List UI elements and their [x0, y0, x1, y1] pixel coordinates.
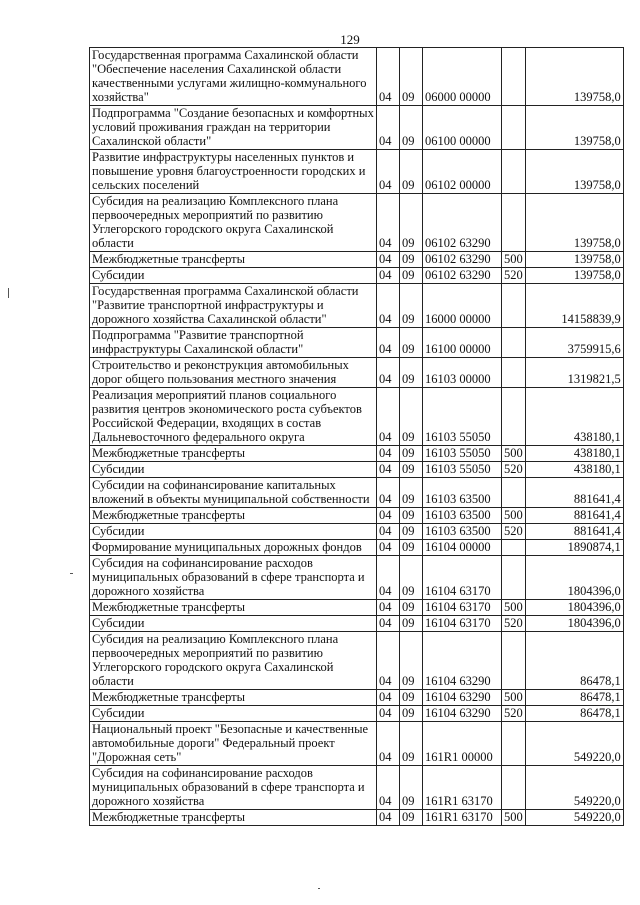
row-target-article-code: 161R1 00000 [423, 722, 502, 766]
row-target-article-code: 16000 00000 [423, 284, 502, 328]
row-expense-type-code [502, 722, 526, 766]
row-section-code: 04 [377, 524, 400, 540]
table-row [90, 722, 624, 766]
row-name: Субсидия на реализацию Комплексного плана первоочередных мероприятий по развитию Углегорского городского округа Сахалинской области [90, 194, 377, 252]
table-row [90, 358, 624, 388]
row-target-article-code: 16100 00000 [423, 328, 502, 358]
row-name: Межбюджетные трансферты [90, 600, 377, 616]
table-row [90, 540, 624, 556]
row-subsection-code: 09 [400, 690, 423, 706]
table-row [90, 446, 624, 462]
row-subsection-code: 09 [400, 706, 423, 722]
row-name: Межбюджетные трансферты [90, 508, 377, 524]
row-amount: 139758,0 [525, 194, 623, 252]
row-section-code: 04 [377, 194, 400, 252]
row-name: Реализация мероприятий планов социального развития центров экономического роста субъектов Российской Федерации, входящих в состав Дальневосточного федерального округа [90, 388, 377, 446]
row-expense-type-code [502, 358, 526, 388]
row-section-code: 04 [377, 616, 400, 632]
row-expense-type-code [502, 540, 526, 556]
row-target-article-code: 16103 55050 [423, 388, 502, 446]
row-section-code: 04 [377, 706, 400, 722]
row-section-code: 04 [377, 284, 400, 328]
row-amount: 438180,1 [525, 446, 623, 462]
row-subsection-code: 09 [400, 600, 423, 616]
table-row [90, 328, 624, 358]
row-expense-type-code [502, 328, 526, 358]
row-subsection-code: 09 [400, 194, 423, 252]
row-amount: 549220,0 [525, 810, 623, 826]
row-expense-type-code [502, 48, 526, 106]
row-subsection-code: 09 [400, 556, 423, 600]
row-subsection-code: 09 [400, 478, 423, 508]
row-amount: 1804396,0 [525, 600, 623, 616]
row-name: Государственная программа Сахалинской области "Обеспечение населения Сахалинской области качественными услугами жилищно-коммунального хозяйства" [90, 48, 377, 106]
table-row [90, 150, 624, 194]
row-target-article-code: 16103 55050 [423, 462, 502, 478]
row-target-article-code: 16104 63170 [423, 616, 502, 632]
row-amount: 3759915,6 [525, 328, 623, 358]
row-subsection-code: 09 [400, 358, 423, 388]
row-expense-type-code: 520 [502, 616, 526, 632]
row-section-code: 04 [377, 766, 400, 810]
row-subsection-code: 09 [400, 524, 423, 540]
row-section-code: 04 [377, 810, 400, 826]
row-amount: 438180,1 [525, 388, 623, 446]
table-row [90, 690, 624, 706]
table-row [90, 48, 624, 106]
row-name: Межбюджетные трансферты [90, 252, 377, 268]
row-expense-type-code: 500 [502, 600, 526, 616]
table-row [90, 194, 624, 252]
table-row [90, 616, 624, 632]
row-section-code: 04 [377, 632, 400, 690]
row-subsection-code: 09 [400, 268, 423, 284]
row-name: Межбюджетные трансферты [90, 810, 377, 826]
row-amount: 86478,1 [525, 706, 623, 722]
table-row [90, 524, 624, 540]
row-section-code: 04 [377, 106, 400, 150]
row-subsection-code: 09 [400, 616, 423, 632]
table-row [90, 600, 624, 616]
row-amount: 438180,1 [525, 462, 623, 478]
row-name: Межбюджетные трансферты [90, 446, 377, 462]
table-row [90, 388, 624, 446]
row-section-code: 04 [377, 462, 400, 478]
row-target-article-code: 06102 63290 [423, 268, 502, 284]
row-amount: 881641,4 [525, 524, 623, 540]
row-name: Субсидии [90, 462, 377, 478]
row-section-code: 04 [377, 48, 400, 106]
table-row [90, 268, 624, 284]
row-section-code: 04 [377, 358, 400, 388]
row-name: Субсидии [90, 268, 377, 284]
row-target-article-code: 16104 63290 [423, 706, 502, 722]
row-target-article-code: 16104 63290 [423, 632, 502, 690]
scan-mark [8, 288, 9, 298]
row-name: Субсидии [90, 616, 377, 632]
row-section-code: 04 [377, 268, 400, 284]
row-amount: 14158839,9 [525, 284, 623, 328]
row-section-code: 04 [377, 540, 400, 556]
row-name: Подпрограмма "Развитие транспортной инфраструктуры Сахалинской области" [90, 328, 377, 358]
row-target-article-code: 161R1 63170 [423, 766, 502, 810]
row-name: Субсидии на софинансирование капитальных вложений в объекты муниципальной собственности [90, 478, 377, 508]
row-name: Национальный проект "Безопасные и качественные автомобильные дороги" Федеральный проект "Дорожная сеть" [90, 722, 377, 766]
row-subsection-code: 09 [400, 446, 423, 462]
row-expense-type-code: 520 [502, 462, 526, 478]
table-row [90, 106, 624, 150]
row-subsection-code: 09 [400, 766, 423, 810]
row-section-code: 04 [377, 446, 400, 462]
table-row [90, 252, 624, 268]
row-target-article-code: 16103 00000 [423, 358, 502, 388]
row-amount: 1804396,0 [525, 556, 623, 600]
row-name: Субсидия на софинансирование расходов муниципальных образований в сфере транспорта и дорожного хозяйства [90, 766, 377, 810]
row-subsection-code: 09 [400, 810, 423, 826]
row-expense-type-code [502, 388, 526, 446]
row-target-article-code: 16104 63170 [423, 600, 502, 616]
row-section-code: 04 [377, 690, 400, 706]
row-amount: 549220,0 [525, 722, 623, 766]
row-subsection-code: 09 [400, 328, 423, 358]
row-expense-type-code: 500 [502, 252, 526, 268]
row-subsection-code: 09 [400, 48, 423, 106]
row-expense-type-code [502, 284, 526, 328]
row-name: Государственная программа Сахалинской области "Развитие транспортной инфраструктуры и дорожного хозяйства Сахалинской области" [90, 284, 377, 328]
row-target-article-code: 16104 00000 [423, 540, 502, 556]
row-section-code: 04 [377, 508, 400, 524]
row-target-article-code: 16103 55050 [423, 446, 502, 462]
row-target-article-code: 16104 63290 [423, 690, 502, 706]
row-amount: 549220,0 [525, 766, 623, 810]
row-expense-type-code [502, 478, 526, 508]
table-row [90, 462, 624, 478]
row-expense-type-code: 500 [502, 810, 526, 826]
row-name: Субсидия на реализацию Комплексного плана первоочередных мероприятий по развитию Углегорского городского округа Сахалинской области [90, 632, 377, 690]
row-section-code: 04 [377, 328, 400, 358]
row-name: Субсидии [90, 706, 377, 722]
row-amount: 1890874,1 [525, 540, 623, 556]
table-row [90, 766, 624, 810]
row-expense-type-code: 520 [502, 268, 526, 284]
row-target-article-code: 06100 00000 [423, 106, 502, 150]
row-subsection-code: 09 [400, 150, 423, 194]
row-target-article-code: 06102 00000 [423, 150, 502, 194]
row-target-article-code: 16103 63500 [423, 478, 502, 508]
page-number: 129 [340, 32, 360, 47]
row-target-article-code: 16103 63500 [423, 524, 502, 540]
row-name: Межбюджетные трансферты [90, 690, 377, 706]
row-subsection-code: 09 [400, 252, 423, 268]
row-section-code: 04 [377, 252, 400, 268]
table-row [90, 284, 624, 328]
table-body [90, 48, 624, 826]
row-expense-type-code [502, 766, 526, 810]
row-target-article-code: 161R1 63170 [423, 810, 502, 826]
row-amount: 139758,0 [525, 150, 623, 194]
row-amount: 139758,0 [525, 268, 623, 284]
scan-mark [70, 573, 73, 574]
row-amount: 139758,0 [525, 48, 623, 106]
row-amount: 1804396,0 [525, 616, 623, 632]
table-row [90, 632, 624, 690]
row-subsection-code: 09 [400, 632, 423, 690]
row-name: Подпрограмма "Создание безопасных и комфортных условий проживания граждан на территории Сахалинской области" [90, 106, 377, 150]
row-amount: 139758,0 [525, 252, 623, 268]
row-amount: 1319821,5 [525, 358, 623, 388]
row-subsection-code: 09 [400, 284, 423, 328]
row-expense-type-code: 520 [502, 524, 526, 540]
table-row [90, 478, 624, 508]
row-amount: 881641,4 [525, 478, 623, 508]
row-amount: 86478,1 [525, 690, 623, 706]
row-amount: 86478,1 [525, 632, 623, 690]
row-amount: 881641,4 [525, 508, 623, 524]
row-subsection-code: 09 [400, 508, 423, 524]
row-section-code: 04 [377, 600, 400, 616]
table-row [90, 706, 624, 722]
row-expense-type-code: 500 [502, 508, 526, 524]
row-expense-type-code: 520 [502, 706, 526, 722]
row-target-article-code: 06102 63290 [423, 194, 502, 252]
row-name: Субсидии [90, 524, 377, 540]
row-section-code: 04 [377, 556, 400, 600]
row-section-code: 04 [377, 388, 400, 446]
table-row [90, 508, 624, 524]
row-target-article-code: 06000 00000 [423, 48, 502, 106]
table-row [90, 556, 624, 600]
row-expense-type-code: 500 [502, 690, 526, 706]
row-name: Формирование муниципальных дорожных фондов [90, 540, 377, 556]
row-subsection-code: 09 [400, 722, 423, 766]
row-subsection-code: 09 [400, 462, 423, 478]
table-row [90, 810, 624, 826]
row-expense-type-code: 500 [502, 446, 526, 462]
row-expense-type-code [502, 556, 526, 600]
row-section-code: 04 [377, 478, 400, 508]
row-expense-type-code [502, 106, 526, 150]
row-target-article-code: 16103 63500 [423, 508, 502, 524]
row-subsection-code: 09 [400, 388, 423, 446]
row-expense-type-code [502, 150, 526, 194]
row-section-code: 04 [377, 150, 400, 194]
row-section-code: 04 [377, 722, 400, 766]
row-expense-type-code [502, 632, 526, 690]
row-name: Субсидия на софинансирование расходов муниципальных образований в сфере транспорта и дорожного хозяйства [90, 556, 377, 600]
row-expense-type-code [502, 194, 526, 252]
row-amount: 139758,0 [525, 106, 623, 150]
row-target-article-code: 16104 63170 [423, 556, 502, 600]
row-subsection-code: 09 [400, 106, 423, 150]
row-name: Развитие инфраструктуры населенных пунктов и повышение уровня благоустроенности городских и сельских поселений [90, 150, 377, 194]
row-target-article-code: 06102 63290 [423, 252, 502, 268]
row-name: Строительство и реконструкция автомобильных дорог общего пользования местного значения [90, 358, 377, 388]
scan-mark [318, 888, 320, 889]
row-subsection-code: 09 [400, 540, 423, 556]
budget-table [89, 47, 624, 826]
